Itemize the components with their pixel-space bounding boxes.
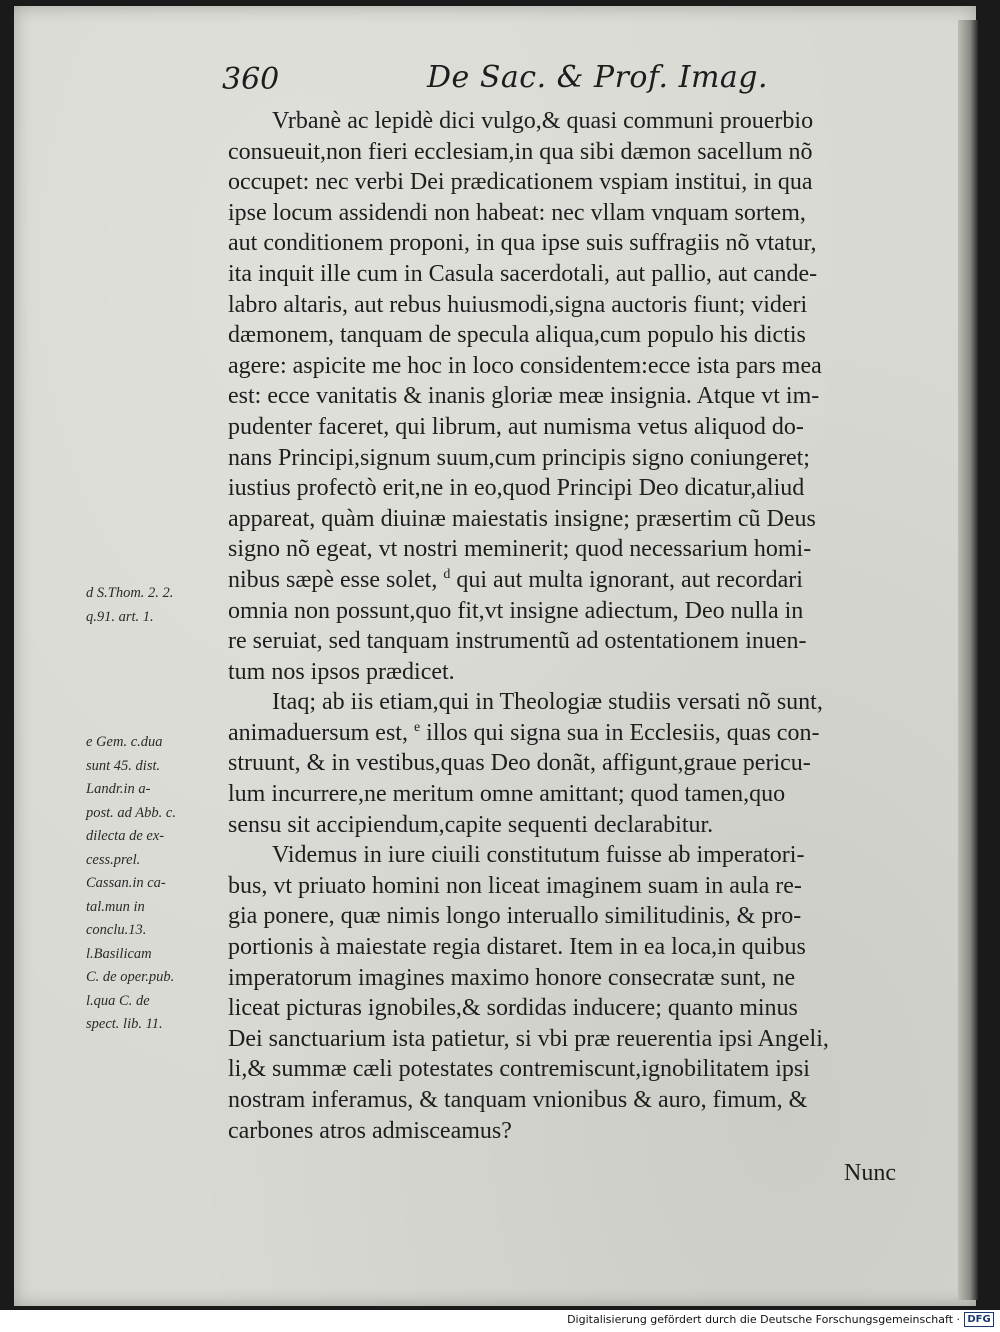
dfg-logo: DFG <box>964 1312 994 1327</box>
text-line: pudenter faceret, qui librum, aut numisma vetus aliquod do- <box>228 413 804 440</box>
margin-note-line: Landr.in a- <box>86 781 151 797</box>
text-segment: qui aut multa ignorant, aut recordari <box>450 566 803 593</box>
margin-note-line: cess.prel. <box>86 851 141 868</box>
margin-note-line: C. de oper.pub. <box>86 969 175 985</box>
text-line: tum nos ipsos prædicet. <box>228 658 455 685</box>
text-line-with-footnote-e <box>228 718 918 749</box>
margin-note-line: e Gem. c.dua <box>86 734 163 750</box>
text-line: ita inquit ille cum in Casula sacerdotali, aut pallio, aut cande- <box>228 260 818 287</box>
text-line: Videmus in iure ciuili constitutum fuisse ab imperatori- <box>272 842 805 869</box>
margin-note-line: post. ad Abb. c. <box>86 804 176 821</box>
text-line: Dei sanctuarium ista patietur, si vbi præ reuerentia ipsi Angeli, <box>228 1025 829 1052</box>
text-line: Vrbanè ac lepidè dici vulgo,& quasi communi prouerbio <box>272 108 814 134</box>
funding-notice: Digitalisierung gefördert durch die Deutsche Forschungsgemeinschaft · <box>567 1313 960 1326</box>
text-line: aut conditionem proponi, in qua ipse suis suffragiis nõ vtatur, <box>228 230 817 257</box>
footnote-marker-e: e <box>413 719 421 735</box>
text-segment: nibus sæpè esse solet, <box>228 566 438 593</box>
text-line: ipse locum assidendi non habeat: nec vllam vnquam sortem, <box>228 199 806 226</box>
text-line: lum incurrere,ne meritum omne amittant; quod tamen,quo <box>228 781 786 808</box>
main-text <box>228 106 918 1146</box>
text-line: Itaq; ab iis etiam,qui in Theologiæ studiis versati nõ sunt, <box>272 689 823 716</box>
text-line: sensu sit accipiendum,capite sequenti declarabitur. <box>228 811 714 838</box>
margin-note-e <box>86 731 226 1037</box>
text-line: struunt, & in vestibus,quas Deo donãt, affigunt,graue pericu- <box>228 750 811 777</box>
text-line: appareat, quàm diuinæ maiestatis insigne; præsertim cũ Deus <box>228 505 816 532</box>
text-line: agere: aspicite me hoc in loco considentem:ecce ista pars mea <box>228 352 822 379</box>
margin-note-line: sunt 45. dist. <box>86 757 161 774</box>
text-segment: animaduersum est, <box>228 719 408 746</box>
text-line: nostram inferamus, & tanquam vnionibus & auro, fimum, & <box>228 1087 808 1113</box>
text-line: dæmonem, tanquam de specula aliqua,cum populo his dictis <box>228 322 806 349</box>
text-line: portionis à maiestate regia distaret. Item in ea loca,in quibus <box>228 934 806 961</box>
footnote-marker-d: d <box>443 566 451 582</box>
margin-note-line: Cassan.in ca- <box>86 875 166 891</box>
margin-note-line: q.91. art. 1. <box>86 608 154 625</box>
page-header <box>222 60 769 108</box>
text-line: carbones atros admisceamus? <box>228 1117 512 1144</box>
margin-note-line: l.qua C. de <box>86 992 150 1009</box>
text-line: consueuit,non fieri ecclesiam,in qua sibi dæmon sacellum nõ <box>228 138 813 165</box>
text-segment: illos qui signa sua in Ecclesiis, quas con- <box>420 719 820 746</box>
footer-bar <box>0 1310 1000 1332</box>
text-line: nans Principi,signum suum,cum principis signo coniungeret; <box>228 444 810 471</box>
text-line: iustius profectò erit,ne in eo,quod Principi Deo dicatur,aliud <box>228 475 805 502</box>
margin-note-line: conclu.13. <box>86 922 147 938</box>
text-line: omnia non possunt,quo fit,vt insigne adiectum, Deo nulla in <box>228 597 804 624</box>
text-line: est: ecce vanitatis & inanis gloriæ meæ insignia. Atque vt im- <box>228 383 820 410</box>
text-line: labro altaris, aut rebus huiusmodi,signa auctoris fiunt; videri <box>228 291 808 318</box>
margin-note-d <box>86 582 226 629</box>
catchword: Nunc <box>844 1160 896 1186</box>
text-line: gia ponere, quæ nimis longo interuallo similitudinis, & pro- <box>228 903 802 930</box>
margin-note-line: l.Basilicam <box>86 945 152 962</box>
margin-note-line: tal.mun in <box>86 898 145 915</box>
text-line: signo nõ egeat, vt nostri meminerit; quod necessarium homi- <box>228 536 812 563</box>
text-line: liceat picturas ignobiles,& sordidas inducere; quanto minus <box>228 995 798 1022</box>
text-line: bus, vt priuato homini non liceat imaginem suam in aula re- <box>228 872 802 899</box>
page-number: 360 <box>222 62 280 97</box>
text-line-with-footnote-d <box>228 565 918 596</box>
text-line: occupet: nec verbi Dei prædicationem vspiam institui, in qua <box>228 169 813 196</box>
margin-note-line: spect. lib. 11. <box>86 1016 163 1032</box>
text-line: imperatorum imagines maximo honore consecratæ sunt, ne <box>228 964 796 991</box>
text-line: re seruiat, sed tanquam instrumentũ ad ostentationem inuen- <box>228 628 807 655</box>
text-line: li,& summæ cæli potestates contremiscunt,ignobilitatem ipsi <box>228 1056 810 1083</box>
margin-note-line: dilecta de ex- <box>86 828 165 844</box>
page-edge <box>958 20 978 1300</box>
margin-note-line: d S.Thom. 2. 2. <box>86 585 174 601</box>
running-title: De Sac. & Prof. Imag. <box>427 60 769 95</box>
